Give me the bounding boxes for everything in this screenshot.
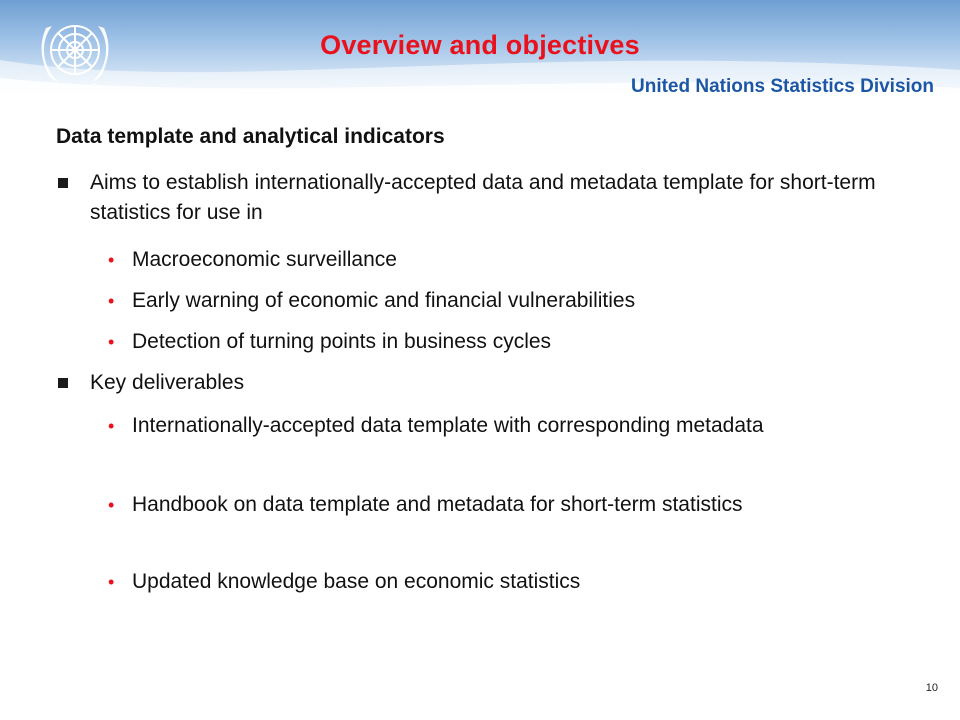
bullet-item-deliverables	[56, 368, 916, 398]
dot-bullet-icon: •	[108, 572, 115, 592]
dot-bullet-icon: •	[108, 291, 115, 311]
sub-bullet-item	[100, 245, 900, 275]
sub-bullet-text: Updated knowledge base on economic statistics	[132, 570, 581, 593]
bullet-item-aims	[56, 168, 916, 228]
square-bullet-icon	[58, 178, 68, 188]
sub-bullet-item	[100, 490, 900, 520]
bullet-text: Aims to establish internationally-accepted data and metadata template for short-term statistics for use in	[90, 171, 876, 224]
dot-bullet-icon: •	[108, 416, 115, 436]
sub-bullet-item	[100, 411, 900, 441]
bullet-text: Key deliverables	[90, 371, 245, 394]
sub-bullet-text: Early warning of economic and financial vulnerabilities	[132, 289, 636, 312]
section-heading: Data template and analytical indicators	[56, 125, 445, 148]
dot-bullet-icon: •	[108, 250, 115, 270]
sub-bullet-item	[100, 327, 900, 357]
sub-bullet-text: Detection of turning points in business cycles	[132, 330, 552, 353]
page-number: 10	[925, 682, 938, 694]
slide-title: Overview and objectives	[320, 30, 640, 60]
organization-name: United Nations Statistics Division	[631, 76, 934, 97]
sub-bullet-text: Handbook on data template and metadata for short-term statistics	[132, 493, 743, 516]
sub-bullet-item	[100, 567, 900, 597]
square-bullet-icon	[58, 378, 68, 388]
dot-bullet-icon: •	[108, 332, 115, 352]
sub-bullet-text: Macroeconomic surveillance	[132, 248, 397, 271]
sub-bullet-text: Internationally-accepted data template with corresponding metadata	[132, 414, 764, 437]
sub-bullet-item	[100, 286, 900, 316]
dot-bullet-icon: •	[108, 495, 115, 515]
